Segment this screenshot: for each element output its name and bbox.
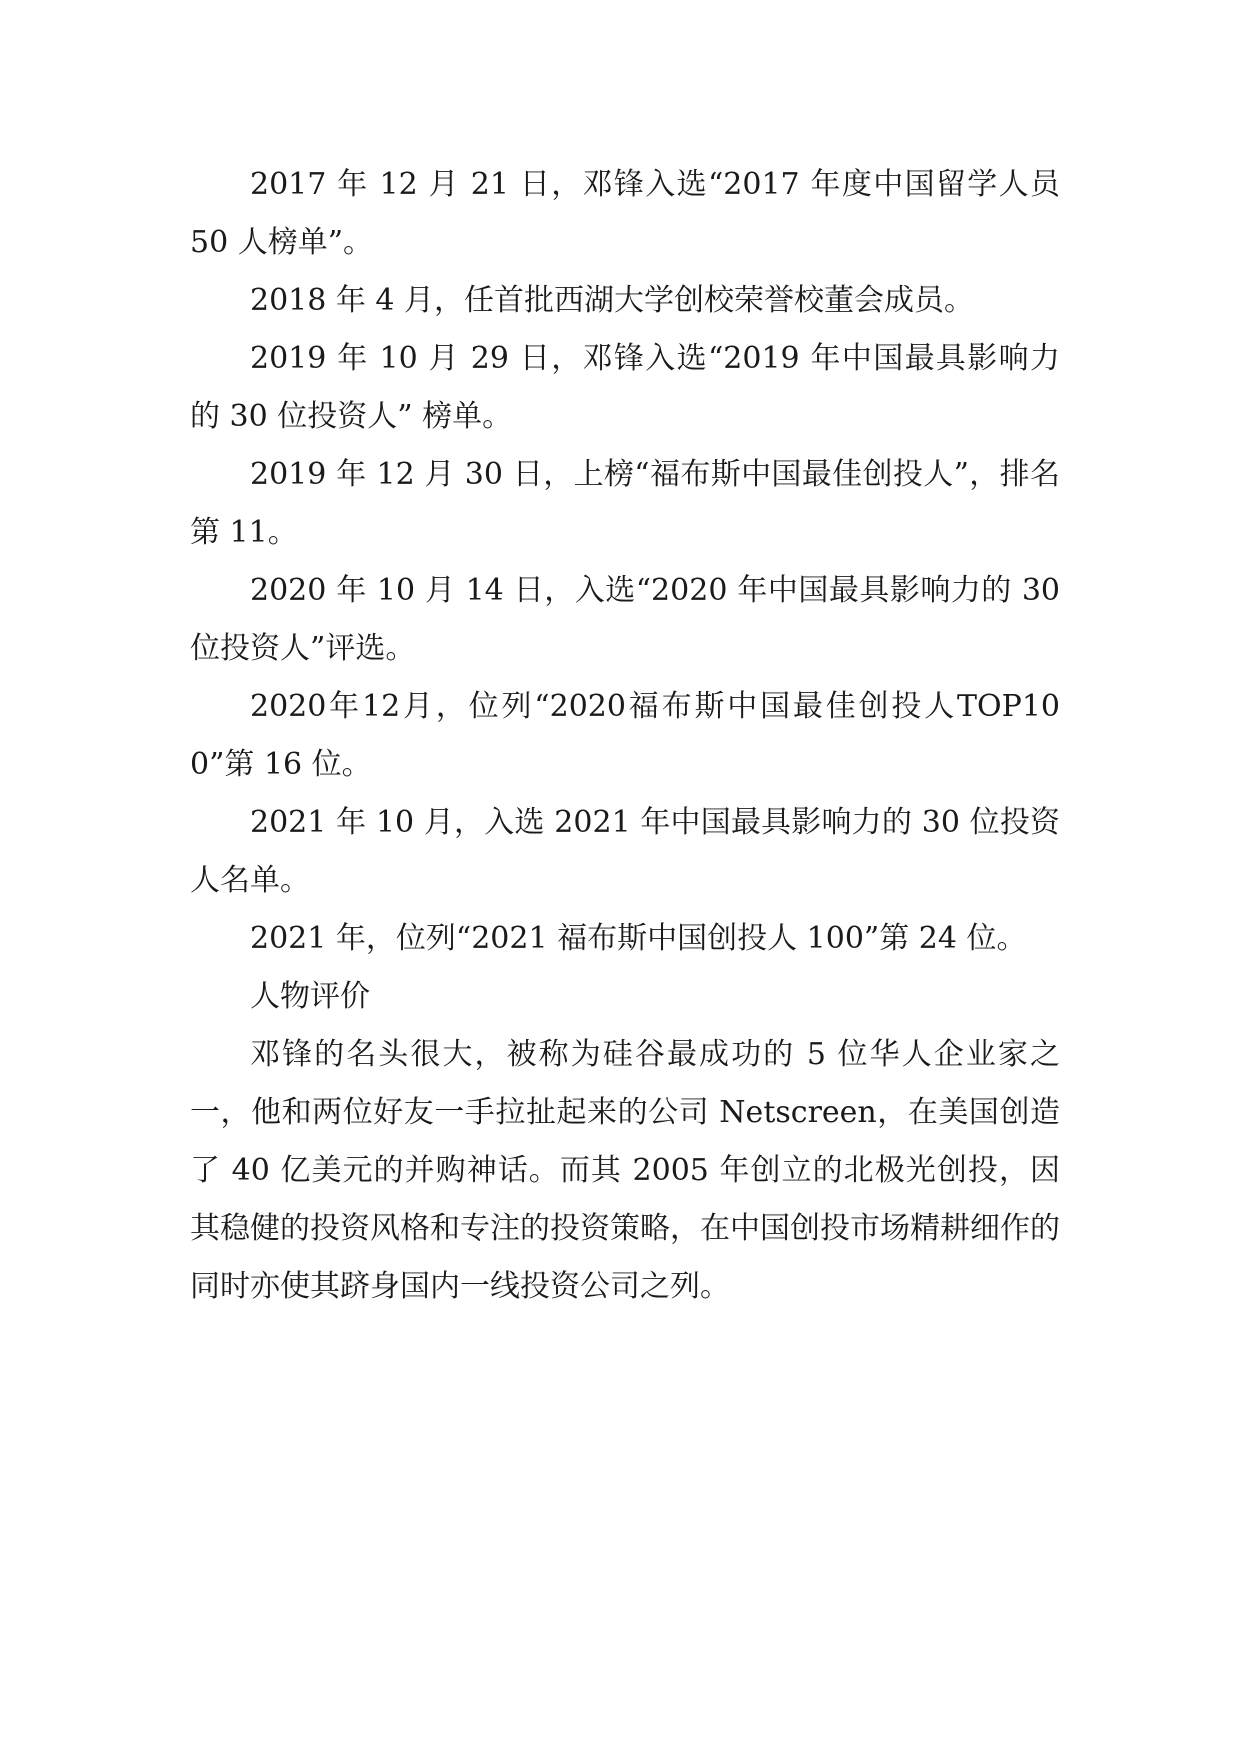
paragraph-2018-westlake: 2018 年 4 月，任首批西湖大学创校荣誉校董会成员。 [250,283,975,318]
section-heading-evaluation: 人物评价 [250,979,370,1014]
paragraph-2019-top30: 2019 年 10 月 29 日，邓锋入选“2019 年中国最具影响力的 30 位投资人” 榜单。 [190,341,1060,434]
paragraph-2020-forbes: 2020年12月，位列“2020福布斯中国最佳创投人TOP100”第 16 位。 [190,689,1060,782]
paragraph-2021-top30: 2021 年 10 月，入选 2021 年中国最具影响力的 30 位投资人名单。 [190,805,1060,898]
paragraph-evaluation: 邓锋的名头很大，被称为硅谷最成功的 5 位华人企业家之一，他和两位好友一手拉扯起来的公司 Netscreen，在美国创造了 40 亿美元的并购神话。而其 2005 年创立的北极光创投，因其稳健的投资风格和专注的投资策略，在中国创投市场精耕细作的同时亦使其跻身国内一线投资公司之列。 [190,1037,1060,1304]
paragraph-2017-award: 2017 年 12 月 21 日，邓锋入选“2017 年度中国留学人员 50 人榜单”。 [190,167,1060,260]
paragraph-2021-forbes: 2021 年，位列“2021 福布斯中国创投人 100”第 24 位。 [250,921,1027,956]
paragraph-2020-top30: 2020 年 10 月 14 日，入选“2020 年中国最具影响力的 30 位投资人”评选。 [190,573,1060,666]
paragraph-2019-forbes: 2019 年 12 月 30 日，上榜“福布斯中国最佳创投人”，排名第 11。 [190,457,1060,550]
document-body [190,156,1060,1316]
